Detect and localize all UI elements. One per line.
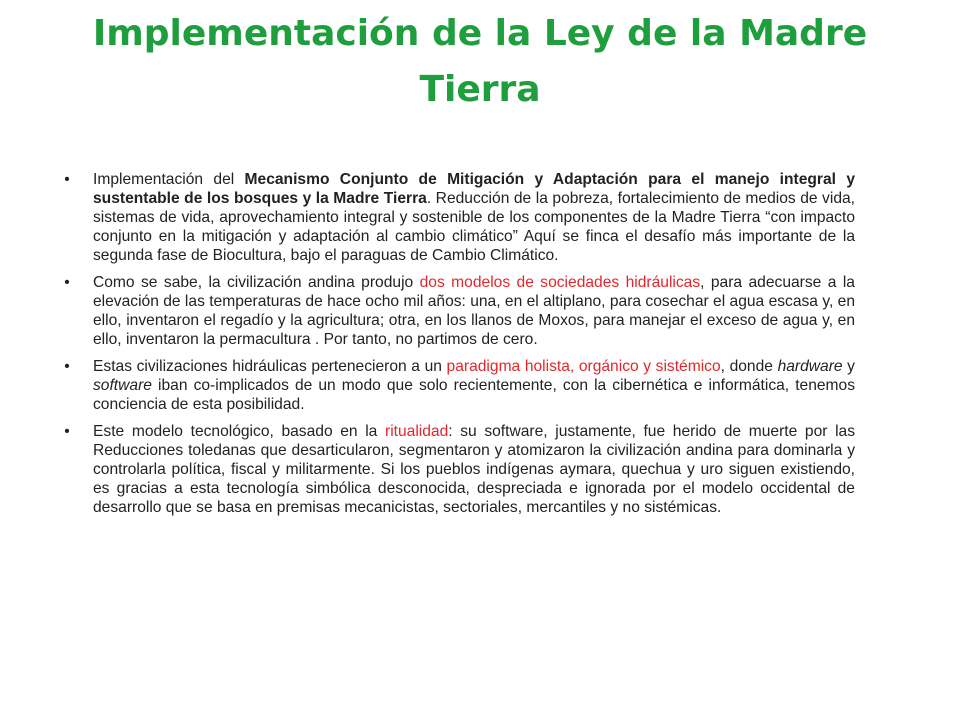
bullet-item — [60, 170, 855, 265]
bullet-highlight-text: paradigma holista, orgánico y sistémico — [446, 358, 721, 375]
bullet-dot-icon: • — [64, 358, 70, 375]
bullet-text: iban co-implicados de un modo que solo recientemente, con la cibernética e informática, tenemos conciencia de esta posibilidad. — [93, 377, 855, 413]
bullet-text: , donde — [720, 358, 778, 375]
bullet-text: . Reducción de la pobreza, fortalecimiento de medios de vida, sistemas de vida, aprovechamiento integral y sostenible de los componentes de la Madre Tierra “con impacto conjunto en la mitigación y adaptación al cambio climático” Aquí se finca el desafío más importante de la segunda fase de Biocultura, bajo el paraguas de Cambio Climático. — [93, 190, 855, 264]
bullet-text: : su software, justamente, fue herido de muerte por las Reducciones toledanas que desarticularon, segmentaron y atomizaron la civilización andina para dominarla y controlarla política, fiscal y militarmente. Si los pueblos indígenas aymara, quechua y uro siguen existiendo, es gracias a esta tecnología simbólica desconocida, despreciada e ignorada por el modelo occidental de desarrollo que se basa en premisas mecanicistas, sectoriales, mercantiles y no sistémicas. — [93, 423, 855, 516]
slide-title: Implementación de la Ley de la Madre Tierra — [92, 13, 868, 110]
bullet-highlight-text: ritualidad — [385, 423, 449, 440]
bullet-item — [60, 422, 855, 517]
bullet-dot-icon: • — [64, 274, 70, 291]
bullet-text: Implementación del — [93, 171, 245, 188]
bullet-text: Este modelo tecnológico, basado en la — [93, 423, 385, 440]
bullet-text: , para adecuarse a la elevación de las temperaturas de hace ocho mil años: una, en el altiplano, para cosechar el agua escasa y, en ello, inventaron el regadío y la agricultura; otra, en los llanos de Moxos, para manejar el exceso de agua y, en ello, inventaron la permacultura . Por tanto, no partimos de cero. — [93, 274, 855, 348]
bullet-italic-text: software — [93, 377, 152, 394]
bullet-dot-icon: • — [64, 423, 70, 440]
bullet-text: Estas civilizaciones hidráulicas pertenecieron a un — [93, 358, 447, 375]
bullet-dot-icon: • — [64, 171, 70, 188]
bullet-item — [60, 357, 855, 414]
bullet-highlight-text: dos modelos de sociedades hidráulicas — [419, 274, 701, 291]
bullet-italic-text: hardware — [777, 358, 843, 375]
bullet-bold-text: Mecanismo Conjunto de Mitigación y Adaptación para el manejo integral y sustentable de los bosques y la Madre Tierra — [93, 171, 855, 207]
bullet-text: y — [842, 358, 855, 375]
bullet-text: Como se sabe, la civilización andina produjo — [93, 274, 420, 291]
bullet-item — [60, 273, 855, 349]
bullet-list — [60, 170, 855, 525]
